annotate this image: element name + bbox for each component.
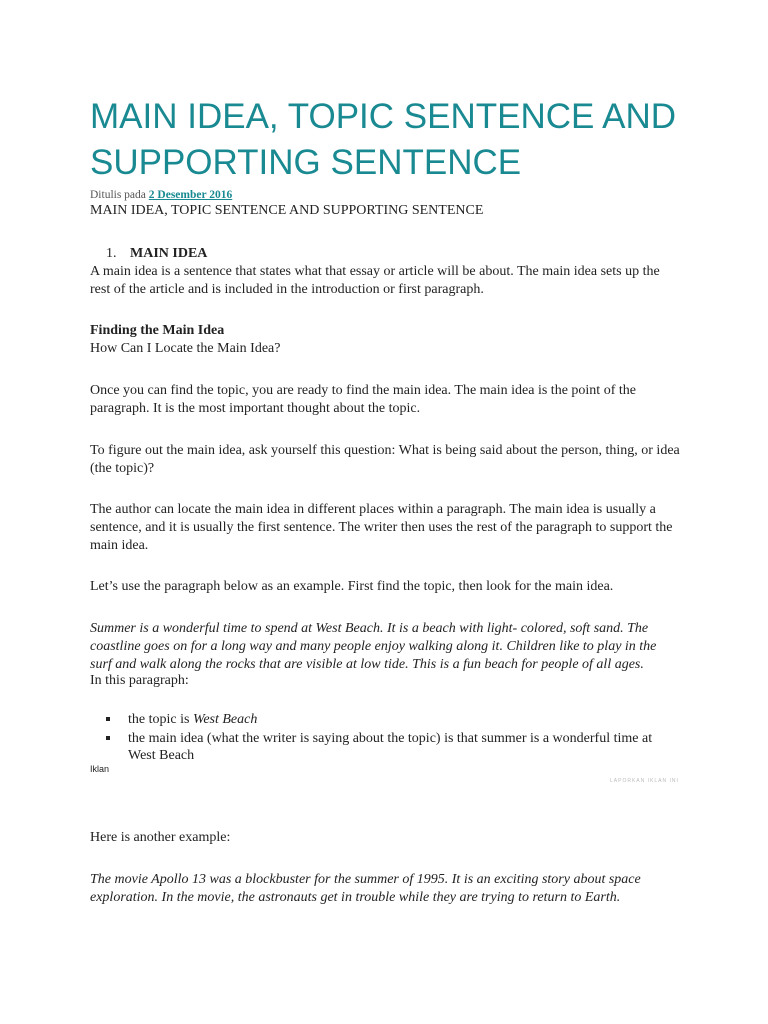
bullet-square-icon xyxy=(106,736,110,740)
example-paragraph: Summer is a wonderful time to spend at West Beach. It is a beach with light- colored, soft sand. The coastline goes on for a long way and many people enjoy walking along it. Children like to play in the surf and walk along the rocks that are visible at low tide. This is a fun beach for people of all ages. xyxy=(90,621,657,672)
report-ad-link[interactable]: LAPORKAN IKLAN INI xyxy=(610,778,679,784)
article-subtitle: MAIN IDEA, TOPIC SENTENCE AND SUPPORTING SENTENCE xyxy=(90,203,484,218)
finding-subheading: How Can I Locate the Main Idea? xyxy=(90,341,281,356)
bullet-topic-value: West Beach xyxy=(192,712,258,727)
paragraph-example-intro: Let’s use the paragraph below as an example. First find the topic, then look for the main idea. xyxy=(90,579,614,594)
post-date-link[interactable]: 2 Desember 2016 xyxy=(148,189,233,201)
bullet-square-icon xyxy=(106,717,110,721)
ad-label: Iklan xyxy=(90,764,110,774)
example-paragraph-2: The movie Apollo 13 was a blockbuster for the summer of 1995. It is an exciting story about space exploration. In the movie, the astronauts get in trouble while they are trying to return to Earth. xyxy=(90,872,641,905)
section-heading xyxy=(106,246,207,262)
bullet-list xyxy=(90,711,680,766)
paragraph-locate: The author can locate the main idea in different places within a paragraph. The main idea is usually a sentence, and it is usually the first sentence. The writer then uses the rest of the paragraph to support the main idea. xyxy=(90,502,673,553)
paragraph-question: To figure out the main idea, ask yourself this question: What is being said about the person, thing, or idea (the topic)? xyxy=(90,443,680,476)
paragraph-topic: Once you can find the topic, you are ready to find the main idea. The main idea is the point of the paragraph. It is the most important thought about the topic. xyxy=(90,383,636,416)
paragraph-another-example: Here is another example: xyxy=(90,830,231,845)
finding-heading: Finding the Main Idea xyxy=(90,323,225,338)
posted-prefix: Ditulis pada xyxy=(90,189,146,201)
in-this-paragraph: In this paragraph: xyxy=(90,673,189,688)
list-item xyxy=(90,711,680,728)
post-meta xyxy=(90,189,232,201)
page-title: MAIN IDEA, TOPIC SENTENCE AND SUPPORTING SENTENCE xyxy=(90,97,677,182)
bullet-main-idea: the main idea (what the writer is saying about the topic) is that summer is a wonderful time at West Beach xyxy=(128,731,653,763)
paragraph-main-idea: A main idea is a sentence that states what that essay or article will be about. The main idea sets up the rest of the article and is included in the introduction or first paragraph. xyxy=(90,264,660,297)
section-number: 1. xyxy=(106,246,117,261)
section-heading-text: MAIN IDEA xyxy=(130,246,208,261)
bullet-topic-prefix: the topic is xyxy=(128,712,193,727)
list-item xyxy=(90,730,680,764)
